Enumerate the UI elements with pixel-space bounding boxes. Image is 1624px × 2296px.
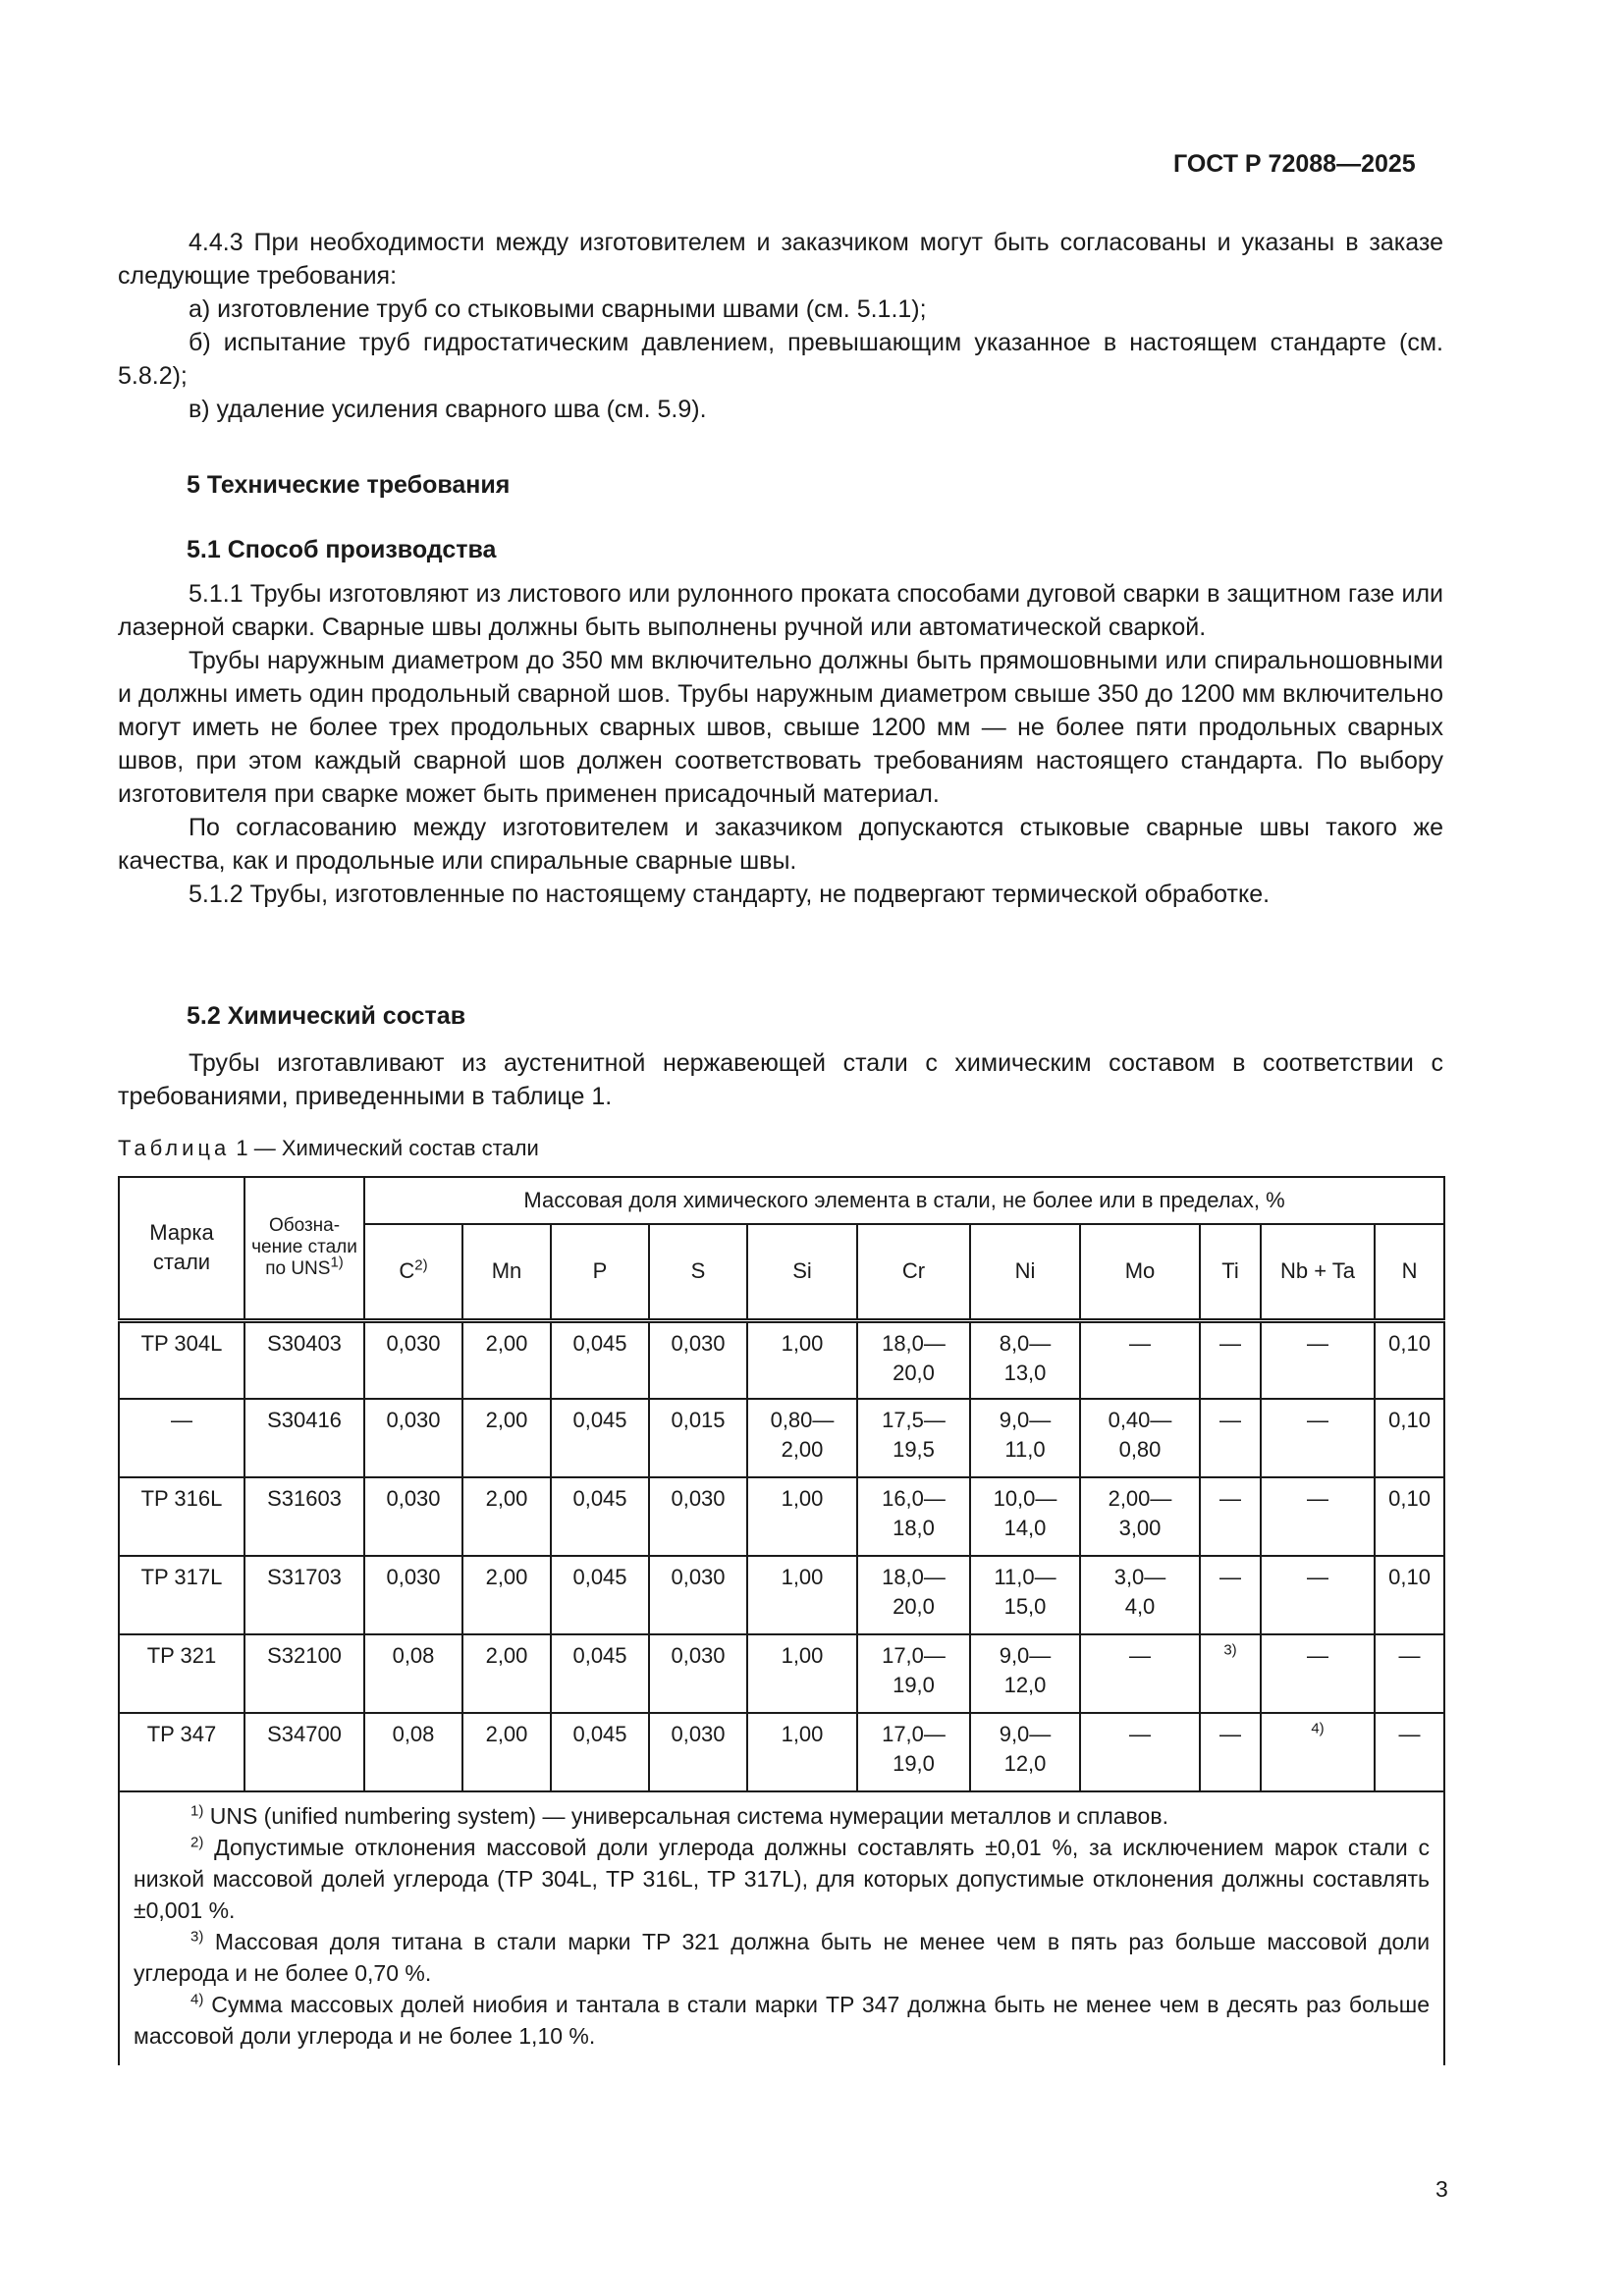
cell-nbta: —: [1261, 1634, 1375, 1713]
chemical-composition-table: [118, 1176, 1445, 2065]
cell-ti: —: [1200, 1713, 1261, 1791]
paragraph-5-1-1-3: По согласованию между изготовителем и заказчиком допускаются стыковые сварные швы такого же качества, как и продольные или спиральные сварные швы.: [118, 814, 1443, 875]
paragraph-5-1-2: 5.1.2 Трубы, изготовленные по настоящему стандарту, не подвергают термической обработке.: [189, 881, 1271, 908]
cell-si: 1,00: [747, 1713, 857, 1791]
cell-mark: TP 304L: [119, 1320, 244, 1399]
cell-cr: 17,0— 19,0: [857, 1713, 970, 1791]
cell-s: 0,015: [649, 1399, 747, 1477]
table-row: [119, 1634, 1444, 1713]
cell-s: 0,030: [649, 1320, 747, 1399]
cell-ni: 9,0— 12,0: [970, 1634, 1080, 1713]
page-number: 3: [1435, 2176, 1448, 2202]
cell-ni: 9,0— 12,0: [970, 1713, 1080, 1791]
cell-nbta: —: [1261, 1320, 1375, 1399]
header-element-p: P: [551, 1224, 649, 1320]
cell-uns: S31703: [244, 1556, 364, 1634]
cell-nbta: —: [1261, 1556, 1375, 1634]
cell-ni: 8,0— 13,0: [970, 1320, 1080, 1399]
cell-s: 0,030: [649, 1556, 747, 1634]
cell-c: 0,030: [364, 1320, 462, 1399]
footnote: $^{1)}$ UNS (unified numbering system) — универсальная система нумерации металлов и сплавов.: [190, 1802, 1168, 1829]
paragraph-4-4-3-intro: 4.4.3 При необходимости между изготовителем и заказчиком могут быть согласованы и указаны в заказе следующие требования:: [118, 229, 1443, 290]
header-element-ni: Ni: [970, 1224, 1080, 1320]
cell-c: 0,030: [364, 1477, 462, 1556]
table-caption-word: Таблица: [118, 1136, 231, 1160]
cell-cr: 17,0— 19,0: [857, 1634, 970, 1713]
table-caption-rest: 1 — Химический состав стали: [236, 1136, 539, 1160]
cell-si: 1,00: [747, 1556, 857, 1634]
cell-p: 0,045: [551, 1477, 649, 1556]
table-row: [119, 1320, 1444, 1399]
list-item-c: в) удаление усиления сварного шва (см. 5.9).: [189, 396, 707, 423]
cell-p: 0,045: [551, 1634, 649, 1713]
cell-cr: 16,0— 18,0: [857, 1477, 970, 1556]
cell-p: 0,045: [551, 1713, 649, 1791]
cell-ti: 3): [1200, 1634, 1261, 1713]
cell-ti: —: [1200, 1556, 1261, 1634]
header-mass-fraction: Массовая доля химического элемента в стали, не более или в пределах, %: [364, 1177, 1444, 1224]
cell-p: 0,045: [551, 1556, 649, 1634]
cell-ti: —: [1200, 1477, 1261, 1556]
cell-mo: —: [1080, 1320, 1200, 1399]
header-uns: Обозна-чение стали по UNS$^{1)}$: [244, 1177, 364, 1320]
cell-c: 0,08: [364, 1713, 462, 1791]
cell-ni: 9,0— 11,0: [970, 1399, 1080, 1477]
paragraph-5-1-1-2: Трубы наружным диаметром до 350 мм включительно должны быть прямошовными или спиральношовными и должны иметь один продольный сварной шов. Трубы наружным диаметром свыше 350 до 1200 мм включительно могут иметь не более трех продольных сварных швов, свыше 1200 мм — не более пяти продольных сварных швов, при этом каждый сварной шов должен соответствовать требованиям настоящего стандарта. По выбору изготовителя при сварке может быть применен присадочный материал.: [118, 647, 1443, 808]
cell-cr: 18,0— 20,0: [857, 1320, 970, 1399]
cell-mn: 2,00: [462, 1477, 551, 1556]
cell-si: 0,80— 2,00: [747, 1399, 857, 1477]
footnote: $^{3)}$ Массовая доля титана в стали марки TP 321 должна быть не менее чем в пять раз больше массовой доли углерода и не более 0,70 %.: [134, 1928, 1431, 1986]
cell-mo: 2,00— 3,00: [1080, 1477, 1200, 1556]
cell-mark: TP 347: [119, 1713, 244, 1791]
cell-nbta: 4): [1261, 1713, 1375, 1791]
section-5-title: 5 Технические требования: [187, 471, 511, 499]
cell-uns: S30416: [244, 1399, 364, 1477]
cell-n: 0,10: [1375, 1477, 1444, 1556]
cell-s: 0,030: [649, 1477, 747, 1556]
section-4-4-3: [118, 226, 1443, 426]
cell-uns: S34700: [244, 1713, 364, 1791]
cell-c: 0,08: [364, 1634, 462, 1713]
header-element-mn: Mn: [462, 1224, 551, 1320]
list-item-b: б) испытание труб гидростатическим давлением, превышающим указанное в настоящем стандарте (см. 5.8.2);: [118, 329, 1443, 390]
cell-n: —: [1375, 1713, 1444, 1791]
header-element-si: Si: [747, 1224, 857, 1320]
cell-uns: S32100: [244, 1634, 364, 1713]
cell-mn: 2,00: [462, 1399, 551, 1477]
cell-ni: 11,0— 15,0: [970, 1556, 1080, 1634]
cell-mn: 2,00: [462, 1556, 551, 1634]
header-element-nbta: Nb + Ta: [1261, 1224, 1375, 1320]
section-5-1-title: 5.1 Способ производства: [187, 536, 497, 563]
cell-s: 0,030: [649, 1713, 747, 1791]
paragraph-5-2: Трубы изготавливают из аустенитной нержавеющей стали с химическим составом в соответствии с требованиями, приведенными в таблице 1.: [118, 1049, 1443, 1110]
section-5-2-body: [118, 1046, 1443, 1113]
cell-cr: 17,5— 19,5: [857, 1399, 970, 1477]
table-row: [119, 1477, 1444, 1556]
header-element-ti: Ti: [1200, 1224, 1261, 1320]
cell-mark: TP 316L: [119, 1477, 244, 1556]
header-steel-mark: Марка стали: [119, 1177, 244, 1320]
cell-n: —: [1375, 1634, 1444, 1713]
header-element-s: S: [649, 1224, 747, 1320]
table-caption: [118, 1136, 539, 1161]
section-5-2-title: 5.2 Химический состав: [187, 1002, 466, 1030]
cell-cr: 18,0— 20,0: [857, 1556, 970, 1634]
header-element-n: N: [1375, 1224, 1444, 1320]
section-5-1-body: [118, 577, 1443, 911]
header-element-cr: Cr: [857, 1224, 970, 1320]
header-element-mo: Mo: [1080, 1224, 1200, 1320]
cell-c: 0,030: [364, 1399, 462, 1477]
cell-s: 0,030: [649, 1634, 747, 1713]
cell-mark: TP 317L: [119, 1556, 244, 1634]
cell-mn: 2,00: [462, 1634, 551, 1713]
cell-p: 0,045: [551, 1399, 649, 1477]
cell-n: 0,10: [1375, 1399, 1444, 1477]
cell-p: 0,045: [551, 1320, 649, 1399]
cell-c: 0,030: [364, 1556, 462, 1634]
cell-mo: —: [1080, 1713, 1200, 1791]
cell-mn: 2,00: [462, 1320, 551, 1399]
cell-ti: —: [1200, 1320, 1261, 1399]
table-row: [119, 1556, 1444, 1634]
footnote: $^{4)}$ Сумма массовых долей ниобия и тантала в стали марки TP 347 должна быть не менее чем в десять раз больше массовой доли углерода и не более 1,10 %.: [134, 1991, 1431, 2049]
header-element-c: $C^{2)}$: [364, 1224, 462, 1320]
list-item-a: а) изготовление труб со стыковыми сварными швами (см. 5.1.1);: [189, 295, 927, 323]
cell-mark: —: [119, 1399, 244, 1477]
cell-si: 1,00: [747, 1320, 857, 1399]
cell-mo: 3,0— 4,0: [1080, 1556, 1200, 1634]
paragraph-5-1-1: 5.1.1 Трубы изготовляют из листового или рулонного проката способами дуговой сварки в защитном газе или лазерной сварки. Сварные швы должны быть выполнены ручной или автоматической сваркой.: [118, 580, 1443, 641]
footnote: $^{2)}$ Допустимые отклонения массовой доли углерода должны составлять ±0,01 %, за исключением марок стали с низкой массовой долей углерода (TP 304L, TP 316L, TP 317L), для которых допустимые отклонения должны составлять ±0,001 %.: [134, 1834, 1431, 1923]
cell-mo: 0,40— 0,80: [1080, 1399, 1200, 1477]
cell-ti: —: [1200, 1399, 1261, 1477]
cell-mark: TP 321: [119, 1634, 244, 1713]
cell-uns: S30403: [244, 1320, 364, 1399]
cell-uns: S31603: [244, 1477, 364, 1556]
table-row: [119, 1399, 1444, 1477]
cell-n: 0,10: [1375, 1556, 1444, 1634]
cell-si: 1,00: [747, 1634, 857, 1713]
cell-nbta: —: [1261, 1399, 1375, 1477]
cell-mn: 2,00: [462, 1713, 551, 1791]
table-row: [119, 1713, 1444, 1791]
cell-si: 1,00: [747, 1477, 857, 1556]
cell-mo: —: [1080, 1634, 1200, 1713]
cell-nbta: —: [1261, 1477, 1375, 1556]
standard-code: ГОСТ Р 72088—2025: [1173, 150, 1416, 178]
cell-n: 0,10: [1375, 1320, 1444, 1399]
table-footnotes: [119, 1791, 1444, 2065]
cell-ni: 10,0— 14,0: [970, 1477, 1080, 1556]
